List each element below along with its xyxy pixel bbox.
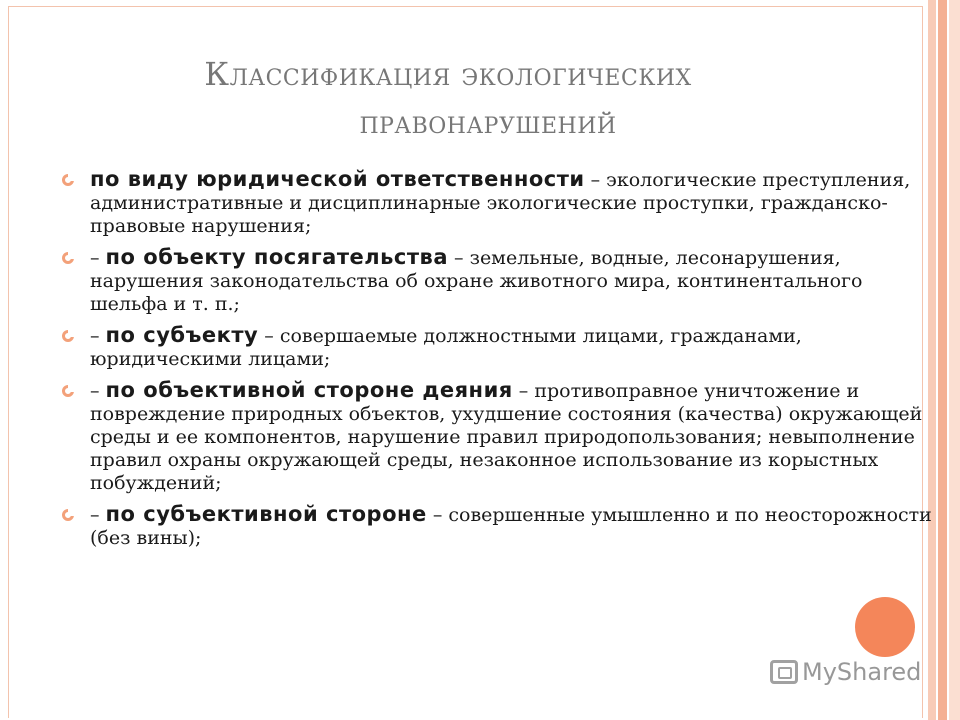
item-lead: по объективной стороне деяния [105,378,513,402]
item-prefix: – [90,380,106,402]
list-item [62,324,932,371]
list-item [62,246,932,316]
watermark-logo-icon [770,660,798,684]
item-lead: по виду юридической ответственности [90,167,585,191]
bullet-icon [62,330,74,342]
item-text: – совершаемые должностными лицами, гражданами, юридическими лицами; [90,325,802,370]
bullet-icon [62,174,74,186]
item-lead: по объекту посягательства [105,245,448,269]
item-text: – противоправное уничтожение и повреждение природных объектов, ухудшение состояния (качества) окружающей среды и ее компонентов, нарушение правил природопользования; невыполнение правил охраны окружающей среды, незаконное использование из корыстных побуждений; [90,380,923,494]
slide-title-line-2: правонарушений [359,103,617,141]
item-lead: по субъекту [105,323,259,347]
watermark [770,652,930,692]
bullet-icon [62,509,74,521]
item-prefix: – [90,247,106,269]
decorative-circle [855,597,915,657]
bullet-icon [62,385,74,397]
decorative-stripe [938,0,947,720]
list-item [62,168,932,238]
item-text: – земельные, водные, лесонарушения, нарушения законодательства об охране животного мира, континентального шельфа и т. п.; [90,247,863,315]
slide-title-line-1: Классификация экологических [204,55,692,93]
item-lead: по субъективной стороне [105,502,427,526]
item-prefix: – [90,504,106,526]
decorative-stripe [949,0,960,720]
watermark-text: MyShared [802,658,922,686]
item-prefix: – [90,325,106,347]
list-item [62,503,932,550]
item-text: – совершенные умышленно и по неосторожности (без вины); [90,504,932,549]
item-text: – экологические преступления, административные и дисциплинарные экологические проступки, гражданско-правовые нарушения; [90,169,911,237]
slide-title [88,50,888,146]
list-item [62,379,932,495]
bullet-list [62,168,932,558]
bullet-icon [62,252,74,264]
